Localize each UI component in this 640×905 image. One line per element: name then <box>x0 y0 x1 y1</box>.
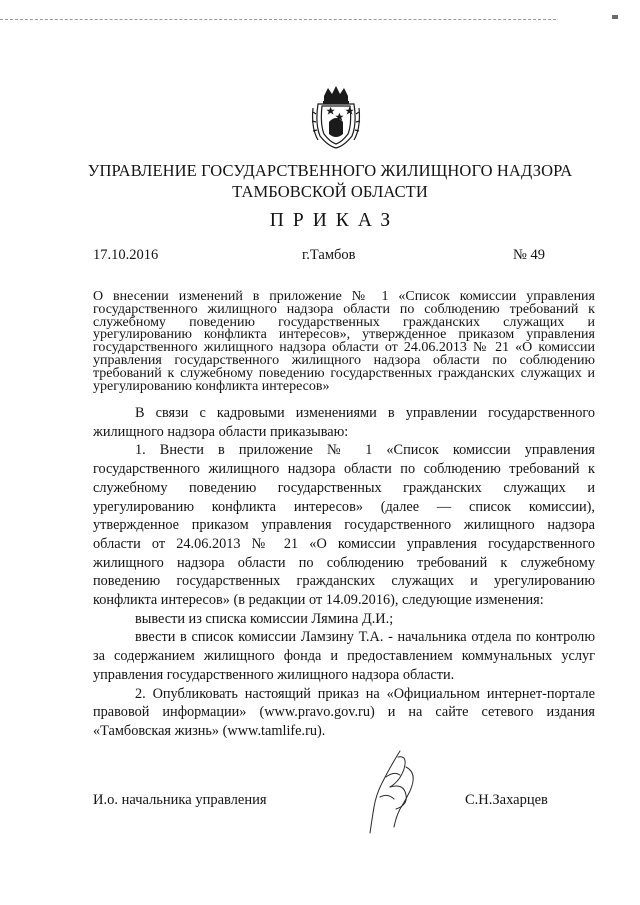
body-item-1: 1. Внести в приложение № 1 «Список комиссии управления государственного жилищного надзора области по соблюдению требований к служебному поведению государственных гражданских служащих и урегулированию конфликта интересов» (далее — список комиссии), утвержденное приказом управления государственного жилищного надзора области от 24.06.2013 № 21 «О комиссии управления государственного жилищного надзора области по соблюдению требований к служебному поведению государственных гражданских служащих и урегулированию конфликта интересов» (в редакции от 14.09.2016), следующие изменения: <box>93 442 595 609</box>
body-item-2: 2. Опубликовать настоящий приказ на «Официальном интернет-портале правовой информации» (www.pravo.gov.ru) и на сайте сетевого издания «Тамбовская жизнь» (www.tamlife.ru). <box>93 685 595 739</box>
signatory-name: С.Н.Захарцев <box>465 792 548 808</box>
handwritten-signature-icon <box>360 747 424 839</box>
organization-name <box>60 160 600 202</box>
order-date: 17.10.2016 <box>93 247 159 263</box>
body-item-1a: вывести из списка комиссии Лямина Д.И.; <box>135 610 394 627</box>
order-city: г.Тамбов <box>302 247 356 263</box>
order-subject: О внесении изменений в приложение № 1 «Список комиссии управления государственного жилищного надзора области по соблюдению требований к служебному поведению государственных гражданских служащих и урегулированию конфликта интересов», утвержденное приказом управления государственного жилищного надзора области от 24.06.2013 № 21 «О комиссии управления государственного жилищного надзора области по соблюдению требований к служебному поведению государственных гражданских служащих и урегулированию конфликта интересов» <box>93 289 595 394</box>
body-item-1b: ввести в список комиссии Ламзину Т.А. - начальника отдела по контролю за содержанием жилищного фонда и предоставлением коммунальных услуг управления государственного жилищного надзора области. <box>93 629 595 683</box>
body-intro: В связи с кадровыми изменениями в управлении государственного жилищного надзора области приказываю: <box>93 405 595 440</box>
scan-edge-line <box>0 19 556 20</box>
coat-of-arms-icon <box>310 84 362 150</box>
signatory-position: И.о. начальника управления <box>93 792 267 808</box>
order-number: № 49 <box>513 247 545 263</box>
organization-name-line2: ТАМБОВСКОЙ ОБЛАСТИ <box>232 182 428 201</box>
scan-artifact <box>612 15 618 19</box>
organization-name-line1: УПРАВЛЕНИЕ ГОСУДАРСТВЕННОГО ЖИЛИЩНОГО НАДЗОРА <box>87 161 573 180</box>
order-body <box>93 404 595 741</box>
document-type-title: ПРИКАЗ <box>269 210 400 231</box>
